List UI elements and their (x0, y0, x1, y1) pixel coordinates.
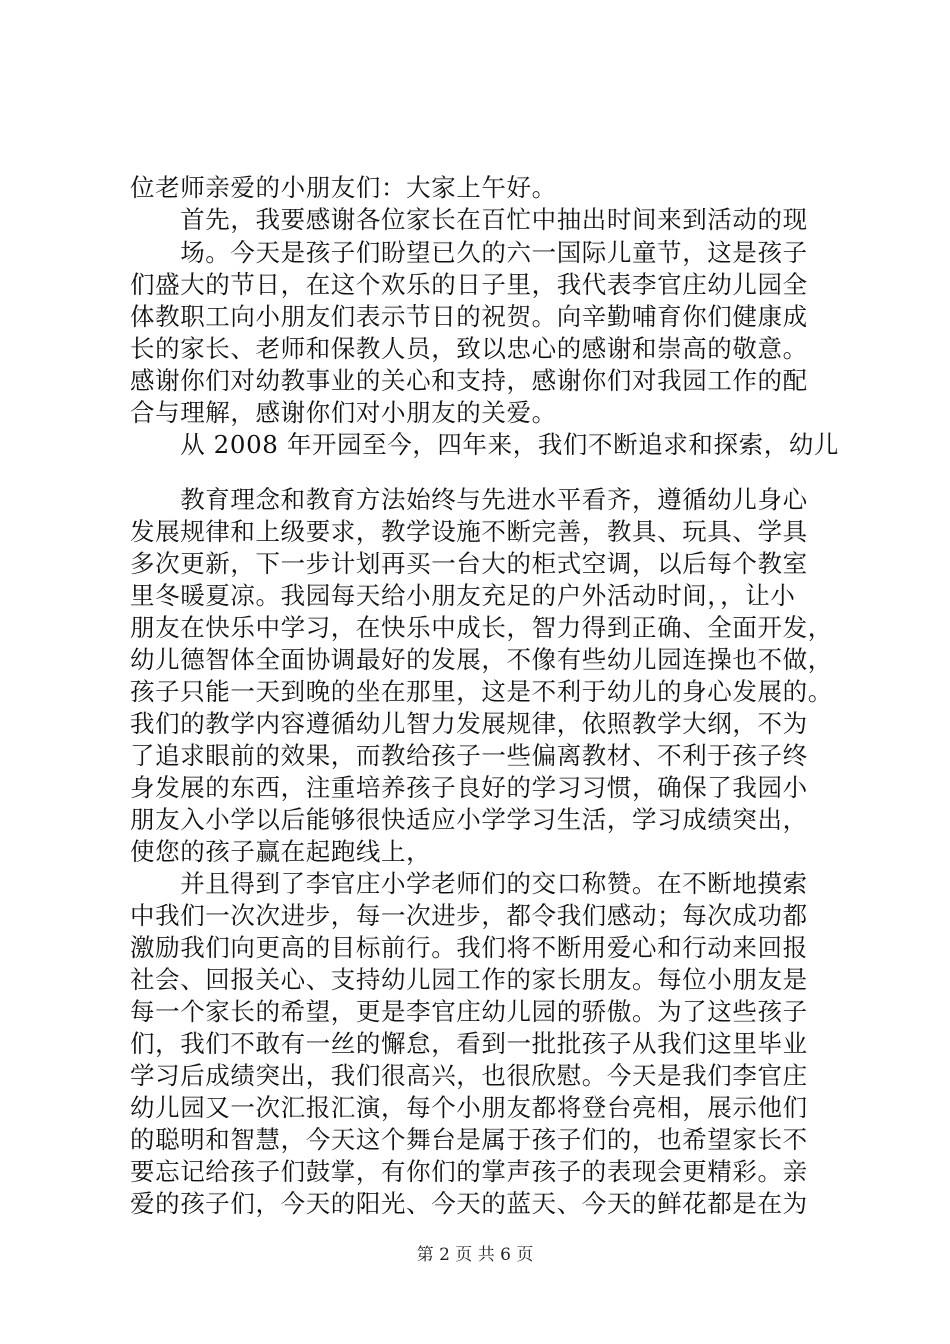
body-line: 体教职工向小朋友们表示节日的祝贺。向辛勤哺育你们健康成 (130, 302, 808, 331)
body-line: 们盛大的节日，在这个欢乐的日子里，我代表李官庄幼儿园全 (130, 270, 808, 299)
body-line: 幼儿园又一次汇报汇演，每个小朋友都将登台亮相，展示他们 (130, 1093, 808, 1122)
body-line: 我们的教学内容遵循幼儿智力发展规律，依照教学大纲，不为 (130, 709, 808, 738)
body-line: 朋友入小学以后能够很快适应小学学习生活，学习成绩突出， (130, 805, 808, 834)
body-line: 感谢你们对幼教事业的关心和支持，感谢你们对我园工作的配 (130, 366, 808, 395)
body-line: 里冬暖夏凉。我园每天给小朋友充足的户外活动时间，，让小 (130, 581, 796, 610)
body-line: 首先，我要感谢各位家长在百忙中抽出时间来到活动的现 (130, 205, 808, 234)
body-line: 合与理解，感谢你们对小朋友的关爱。 (130, 398, 557, 427)
body-line: 激励我们向更高的目标前行。我们将不断用爱心和行动来回报 (130, 933, 808, 962)
body-line: 位老师亲爱的小朋友们：大家上午好。 (130, 173, 557, 202)
body-line: 场。今天是孩子们盼望已久的六一国际儿童节，这是孩子 (130, 238, 808, 267)
body-line: 从 2008 年开园至今，四年来，我们不断追求和探索，幼儿 (130, 430, 840, 459)
body-line: 孩子只能一天到晚的坐在那里，这是不利于幼儿的身心发展的。 (130, 677, 833, 706)
body-line: 身发展的东西，注重培养孩子良好的学习习惯，确保了我园小 (130, 773, 808, 802)
body-line: 们，我们不敢有一丝的懈怠，看到一批批孩子从我们这里毕业 (130, 1029, 808, 1058)
body-line: 长的家长、老师和保教人员，致以忠心的感谢和崇高的敬意。 (130, 334, 808, 363)
body-line: 爱的孩子们，今天的阳光、今天的蓝天、今天的鲜花都是在为 (130, 1189, 808, 1218)
body-line: 社会、回报关心、支持幼儿园工作的家长朋友。每位小朋友是 (130, 965, 808, 994)
body-line: 多次更新，下一步计划再买一台大的柜式空调，以后每个教室 (130, 549, 808, 578)
body-line: 教育理念和教育方法始终与先进水平看齐，遵循幼儿身心 (130, 485, 808, 514)
body-line: 学习后成绩突出，我们很高兴，也很欣慰。今天是我们李官庄 (130, 1061, 808, 1090)
body-line: 每一个家长的希望，更是李官庄幼儿园的骄傲。为了这些孩子 (130, 997, 808, 1026)
body-line: 幼儿德智体全面协调最好的发展，不像有些幼儿园连操也不做， (130, 645, 833, 674)
body-line: 朋友在快乐中学习，在快乐中成长，智力得到正确、全面开发， (130, 613, 833, 642)
body-line: 并且得到了李官庄小学老师们的交口称赞。在不断地摸索 (130, 869, 808, 898)
body-line: 要忘记给孩子们鼓掌，有你们的掌声孩子的表现会更精彩。亲 (130, 1157, 808, 1186)
page-number-footer: 第 2 页 共 6 页 (416, 1245, 534, 1265)
body-line: 的聪明和智慧，今天这个舞台是属于孩子们的，也希望家长不 (130, 1125, 808, 1154)
body-line: 了追求眼前的效果，而教给孩子一些偏离教材、不利于孩子终 (130, 741, 808, 770)
body-line: 使您的孩子赢在起跑线上， (130, 837, 432, 866)
body-line: 中我们一次次进步，每一次进步，都令我们感动；每次成功都 (130, 901, 808, 930)
body-line: 发展规律和上级要求，教学设施不断完善，教具、玩具、学具 (130, 517, 808, 546)
